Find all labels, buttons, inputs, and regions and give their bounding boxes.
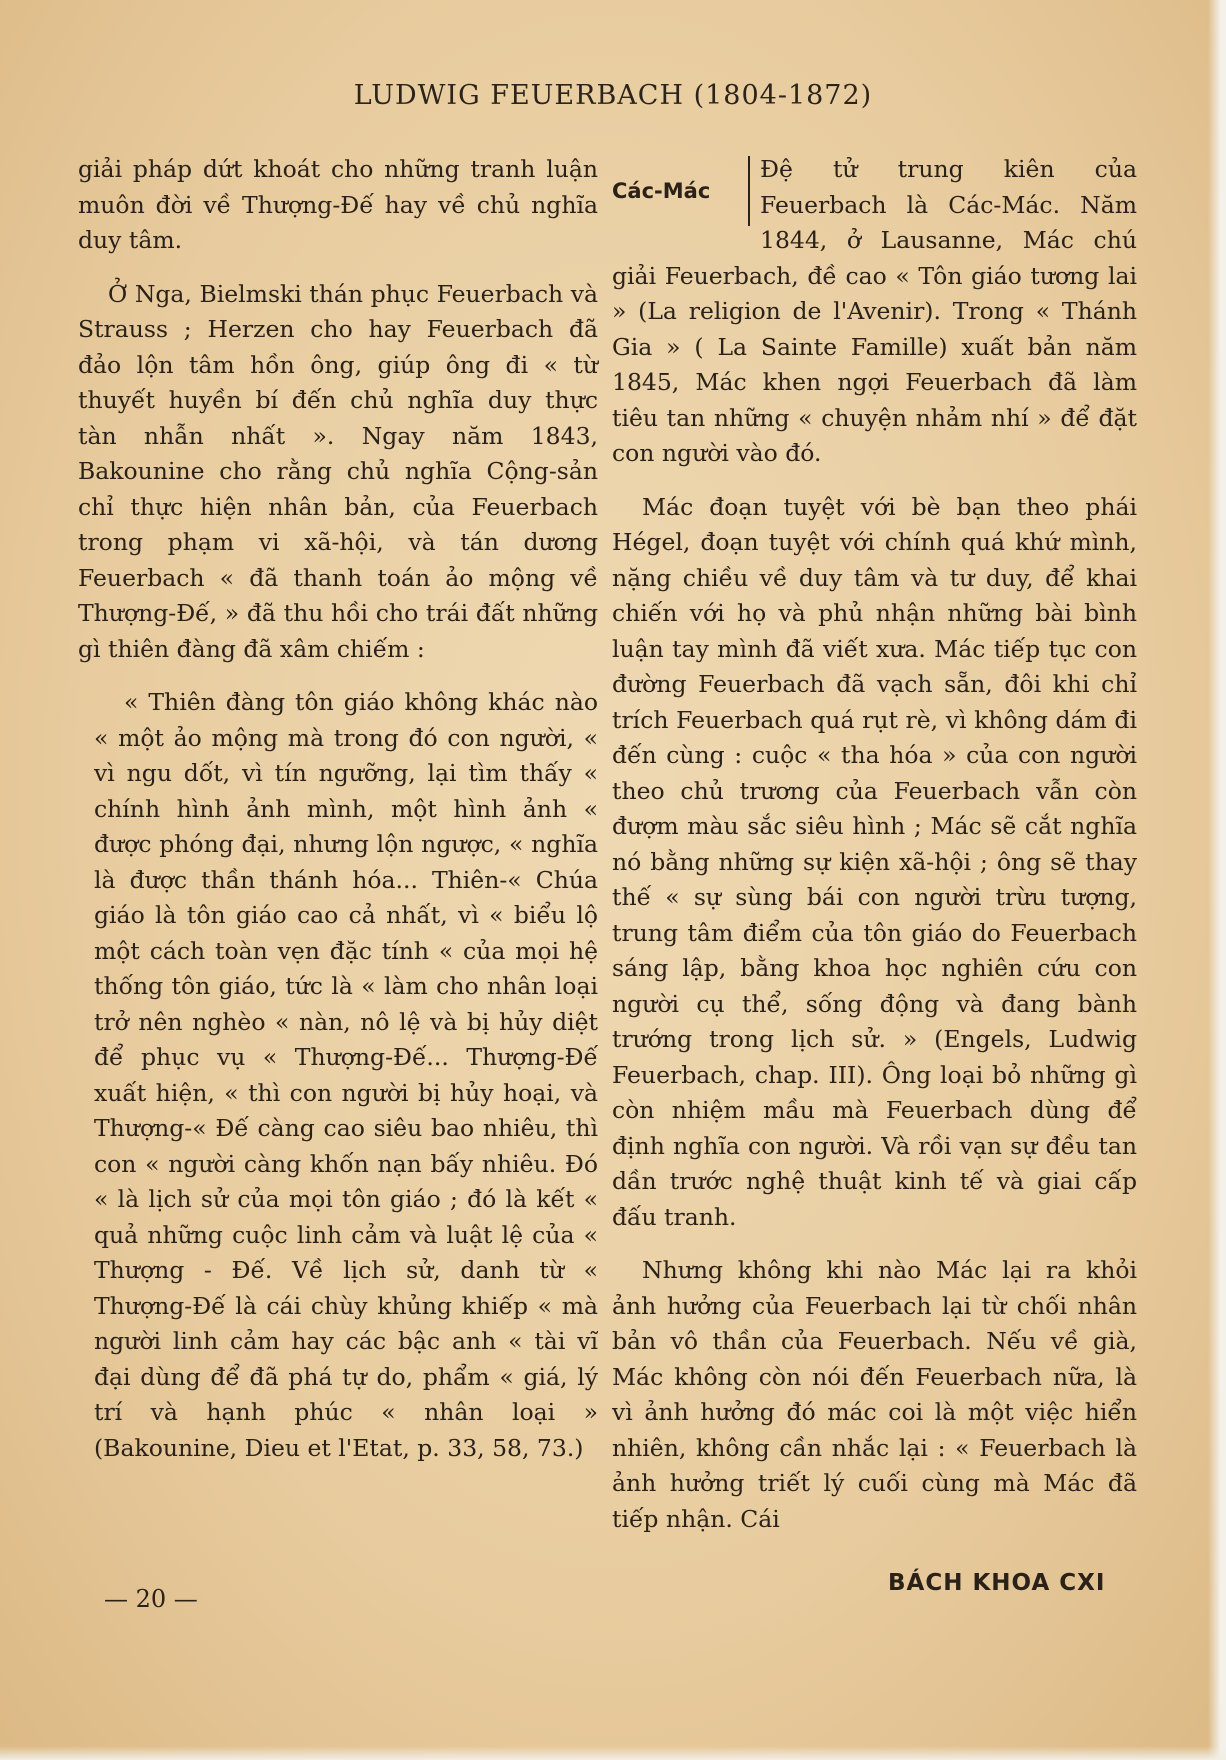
section-sidehead: Các-Mác [612, 156, 750, 226]
journal-footer: BÁCH KHOA CXI [888, 1570, 1106, 1596]
bakounine-quote: « Thiên đàng tôn giáo không khác nào « một ảo mộng mà trong đó con người, « vì ngu dốt, vì tín ngưỡng, lại tìm thấy « chính hình ảnh mình, một hình ảnh « được phóng đại, nhưng lộn ngược, « nghĩa là được thần thánh hóa... Thiên-« Chúa giáo là tôn giáo cao cả nhất, vì « biểu lộ một cách toàn vẹn đặc tính « của mọi hệ thống tôn giáo, tức là « làm cho nhân loại trở nên nghèo « nàn, nô lệ và bị hủy diệt để phục vụ « Thượng-Đế... Thượng-Đế xuất hiện, « thì con người bị hủy hoại, và Thượng-« Đế càng cao siêu bao nhiêu, thì con « người càng khốn nạn bấy nhiêu. Đó « là lịch sử của mọi tôn giáo ; đó là kết « quả những cuộc linh cảm và luật lệ của « Thượng - Đế. Về lịch sử, danh từ « Thượng-Đế là cái chùy khủng khiếp « mà người linh cảm hay các bậc anh « tài vĩ đại dùng để đã phá tự do, phẩm « giá, lý trí và hạnh phúc « nhân loại » (Bakounine, Dieu et l'Etat, p. 33, 58, 73.) [94, 688, 598, 1462]
left-paragraph-1: giải pháp dứt khoát cho những tranh luận muôn đời về Thượng-Đế hay về chủ nghĩa duy tâm. [78, 155, 598, 254]
right-paragraph-1: Đệ tử trung kiên của Feuerbach là Các-Mác. Năm 1844, ở Lausanne, Mác chú giải Feuerbach, đề cao « Tôn giáo tương lai » (La religion de l'Avenir). Trong « Thánh Gia » ( La Sainte Famille) xuất bản năm 1845, Mác khen ngợi Feuerbach đã làm tiêu tan những « chuyện nhảm nhí » để đặt con người vào đó. [612, 155, 1137, 467]
left-paragraph-2: Ở Nga, Bielmski thán phục Feuerbach và Strauss ; Herzen cho hay Feuerbach đã đảo lộn tâm hồn ông, giúp ông đi « từ thuyết huyền bí đến chủ nghĩa duy thực tàn nhẫn nhất ». Ngay năm 1843, Bakounine cho rằng chủ nghĩa Cộng-sản chỉ thực hiện nhân bản, của Feuerbach trong phạm vi xã-hội, và tán dương Feuerbach « đã thanh toán ảo mộng về Thượng-Đế, » đã thu hồi cho trái đất những gì thiên đàng đã xâm chiếm : [78, 279, 598, 663]
page-number: — 20 — [104, 1585, 198, 1613]
torn-right-edge [1208, 0, 1226, 1760]
right-paragraph-3: Nhưng không khi nào Mác lại ra khỏi ảnh hưởng của Feuerbach lại từ chối nhân bản vô thần của Feuerbach. Nếu về già, Mác không còn nói đến Feuerbach nữa, là vì ảnh hưởng đó mác coi là một việc hiển nhiên, không cần nhắc lại : « Feuerbach là ảnh hưởng triết lý cuối cùng mà Mác đã tiếp nhận. Cái [612, 1256, 1137, 1533]
right-paragraph-2: Mác đoạn tuyệt với bè bạn theo phái Hégel, đoạn tuyệt với chính quá khứ mình, nặng chiều về duy tâm và tư duy, để khai chiến với họ và phủ nhận những bài bình luận tay mình đã viết xưa. Mác tiếp tục con đường Feuerbach đã vạch sẵn, đôi khi chỉ trích Feuerbach quá rụt rè, vì không dám đi đến cùng : cuộc « tha hóa » của con người theo chủ trương của Feuerbach vẫn còn đượm màu sắc siêu hình ; Mác sẽ cắt nghĩa nó bằng những sự kiện xã-hội ; ông sẽ thay thế « sự sùng bái con người trừu tượng, trung tâm điểm của tôn giáo do Feuerbach sáng lập, bằng khoa học nghiên cứu con người cụ thể, sống động và đang bành trướng trong lịch sử. » (Engels, Ludwig Feuerbach, chap. III). Ông loại bỏ những gì còn nhiệm mầu mà Feuerbach dùng để định nghĩa con người. Và rồi vạn sự đều tan dần trước nghệ thuật kinh tế và giai cấp đấu tranh. [612, 492, 1137, 1231]
left-column [78, 152, 598, 1484]
bottom-edge [0, 1746, 1226, 1760]
running-header: LUDWIG FEUERBACH (1804-1872) [353, 80, 873, 111]
right-column [612, 152, 1137, 1555]
